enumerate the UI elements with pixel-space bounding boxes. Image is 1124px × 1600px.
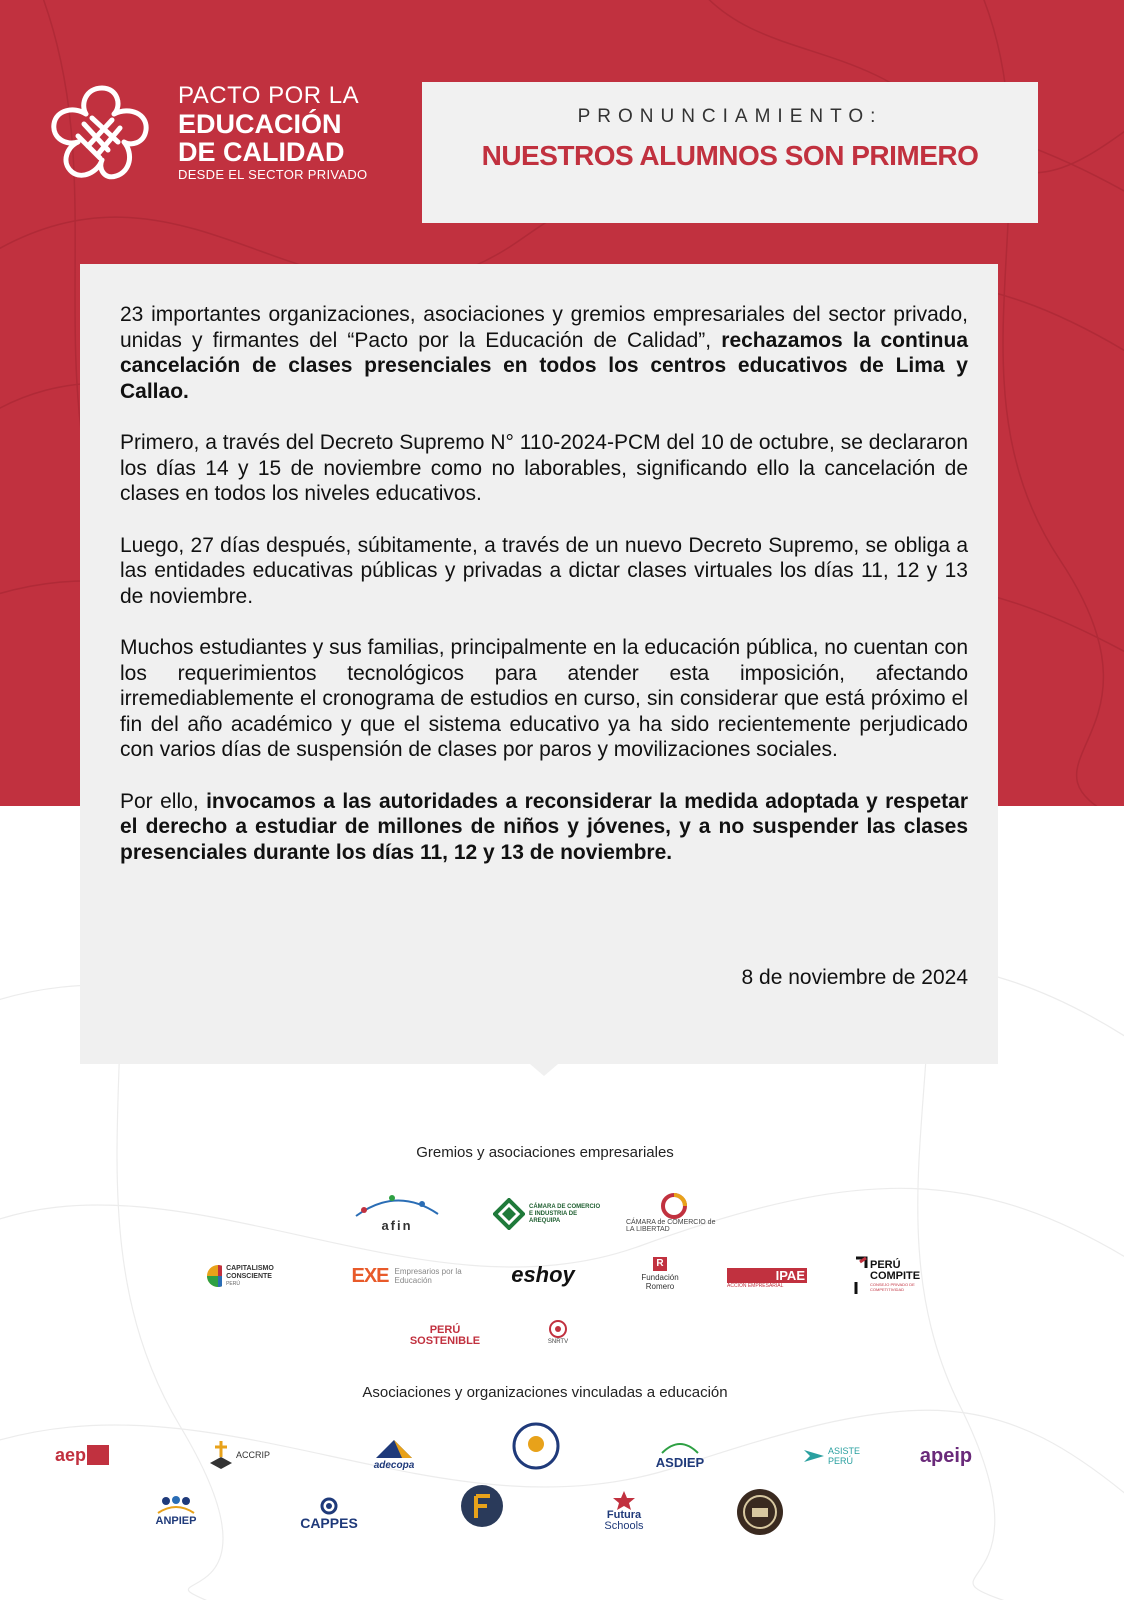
paragraph-1-text: 23 importantes organizaciones, asociaciones y gremios empresariales del sector privado, unidas y firmantes del “Pacto por la Educación de Calidad”, [120,303,968,352]
perucompite-icon [854,1254,868,1298]
adecopa-icon [372,1438,416,1460]
futura-star-icon [610,1490,638,1510]
accrip-logo [204,1436,274,1474]
exe-sub: Empresarios por la Educación [394,1267,462,1285]
paragraph-4: Muchos estudiantes y sus familias, principalmente en la educación pública, no cuentan con los requerimientos tecnológicos para atender esta imposición, afectando irremediablemente el cronograma de estudios en curso, sin considerar que está próximo el fin del año académico y que el sistema educativo ya ha sido recientemente perjudicado con varios días de suspensión de clases por paros y movilizaciones sociales. [120,636,968,761]
perusostenible-text: PERÚ SOSTENIBLE [409,1324,481,1347]
camara-libertad-text: CÁMARA de COMERCIO de LA LIBERTAD [626,1219,716,1233]
pacto-logo [48,80,388,190]
accrip-cross-icon [208,1439,234,1471]
logo-line-1: PACTO POR LA [178,82,360,109]
seal-icon [736,1488,784,1536]
futura-sub: Schools [604,1520,644,1532]
title-kicker: PRONUNCIAMIENTO: [577,106,883,127]
ipae-sub: ACCIÓN EMPRESARIAL [727,1282,784,1289]
asiste-logo [800,1442,874,1470]
camara-arequipa-logo [492,1196,602,1232]
seal-logo [736,1488,784,1536]
logo-line-4: DESDE EL SECTOR PRIVADO [178,167,368,182]
romero-logo [630,1254,690,1294]
adecopa-text: adecopa [373,1459,415,1471]
title-box [422,82,1038,223]
paragraph-2: Primero, a través del Decreto Supremo N° 110-2024-PCM del 10 de octubre, se declararon los días 14 y 15 de noviembre como no laborables, significando ello la cancelación de clases en todos los niveles educativos. [120,431,968,505]
capitalismo-logo [206,1262,290,1290]
camara-libertad-icon [661,1193,687,1219]
aep-logo [50,1440,114,1470]
card-pointer [530,1064,558,1076]
asiste-text: ASISTE PERÚ [828,1446,861,1466]
title-headline: NUESTROS ALUMNOS SON PRIMERO [481,140,979,171]
section-education-label: Asociaciones y organizaciones vinculadas a educación [362,1384,728,1401]
cappes-logo [294,1496,364,1532]
eshoy-text: eshoy [511,1262,575,1287]
paragraph-1 [120,302,968,404]
camara-libertad-logo [626,1190,722,1236]
logo-line-2: EDUCACIÓN [178,109,342,139]
perucompite-wordmark [870,1260,920,1292]
statement-card [80,264,998,1064]
asiepra-logo [512,1422,560,1470]
cappes-icon [320,1497,338,1515]
paragraph-5-bold: invocamos a las autoridades a reconsiderar la medida adoptada y respetar el derecho a estudiar de millones de niños y jóvenes, y a no suspender las clases presenciales durante los días 11, 12 y 13 de noviembre. [120,789,968,864]
camara-arequipa-text: CÁMARA DE COMERCIO E INDUSTRIA DE AREQUIPA [529,1203,601,1224]
perucompite-sub: CONSEJO PRIVADO DE COMPETITIVIDAD [870,1282,915,1292]
asdiep-text: ASDIEP [655,1454,705,1470]
federacion-f-icon [460,1484,504,1528]
snrtv-icon [548,1319,568,1339]
eshoy-logo [500,1260,586,1290]
hands-icon [48,80,156,188]
perucompite-text: PERÚ COMPITE [870,1259,921,1282]
asdiep-arc-icon [658,1439,702,1455]
snrtv-text: SNRTV [547,1339,569,1345]
romero-text: Fundación Romero [641,1273,679,1291]
section-business-label: Gremios y asociaciones empresariales [416,1144,674,1161]
adecopa-logo [364,1434,424,1474]
capitalismo-sub: PERÚ [226,1281,240,1287]
afin-text: afin [381,1217,413,1233]
anpiep-people-icon [156,1495,196,1515]
exe-logo [350,1262,466,1290]
accrip-text: ACCRIP [235,1450,270,1460]
capitalismo-text: CAPITALISMO CONSCIENTE [226,1265,274,1280]
futura-text: Futura [606,1509,642,1521]
paragraph-5 [120,789,968,866]
cappes-text: CAPPES [300,1515,358,1531]
afin-logo [352,1188,442,1236]
perucompite-logo [852,1252,922,1300]
anpiep-text: ANPIEP [155,1515,197,1527]
asiste-bird-icon [802,1444,826,1468]
snrtv-logo [540,1312,576,1352]
capitalismo-icon [206,1264,222,1288]
federacion-logo [460,1484,504,1528]
paragraph-1-bold: rechazamos la continua cancelación de clases presenciales en todos los centros educativos de Lima y Callao. [120,328,968,403]
afin-arc-icon [352,1192,442,1218]
capitalismo-wordmark [226,1265,290,1287]
ipae-logo [726,1266,808,1290]
romero-icon: R [653,1257,667,1271]
paragraph-5-text: Por ello, [120,789,207,813]
logo-wordmark [178,82,367,184]
exe-text: EXE [351,1264,389,1287]
perusostenible-logo [402,1324,488,1348]
asdiep-logo [652,1434,708,1474]
asiepra-seal-icon [512,1422,560,1470]
aep-badge-icon [87,1445,109,1465]
camara-arequipa-icon [493,1198,525,1230]
statement-body [120,302,968,891]
anpiep-logo [136,1486,216,1536]
ipae-text: IPAE [727,1268,807,1283]
apeip-logo [908,1442,984,1470]
apeip-text: apeip [919,1444,973,1467]
paragraph-3: Luego, 27 días después, súbitamente, a través de un nuevo Decreto Supremo, se obliga a las entidades educativas públicas y privadas a dictar clases virtuales los días 11, 12 y 13 de noviembre. [120,533,968,608]
logo-line-3: DE CALIDAD [178,137,345,167]
statement-date: 8 de noviembre de 2024 [741,966,968,989]
aep-text: aep [54,1444,87,1465]
futura-logo [598,1486,650,1536]
